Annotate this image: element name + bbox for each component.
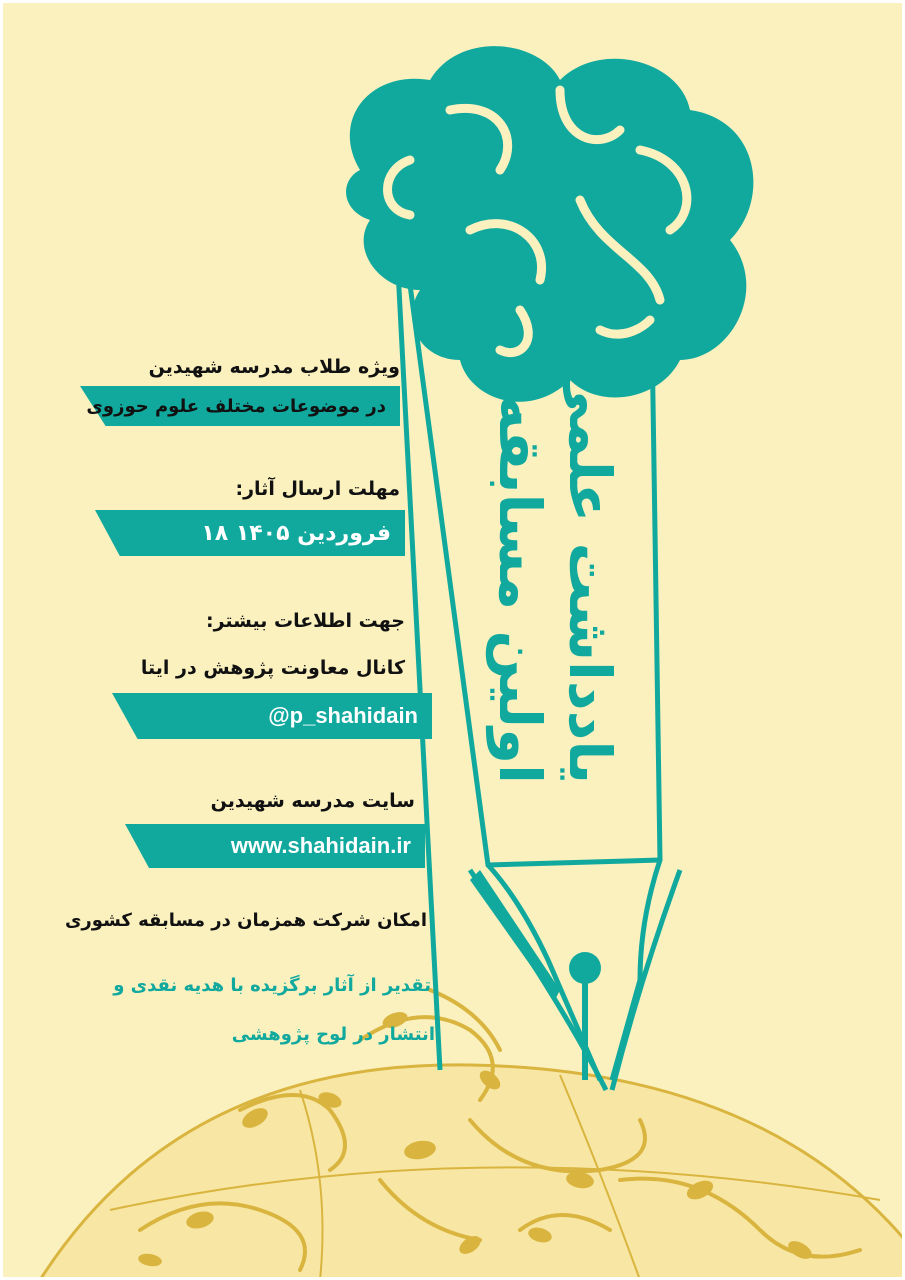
channel-handle[interactable]: @p_shahidain	[268, 703, 418, 728]
award-line-1: تقدیر از آثار برگزیده با هدیه نقدی و	[113, 975, 431, 996]
topics-line: در موضوعات مختلف علوم حوزوی	[86, 395, 386, 417]
contest-title-line-1: اولین مسابقه	[486, 394, 554, 784]
audience-line: ویژه طلاب مدرسه شهیدین	[148, 356, 400, 378]
deadline-label: مهلت ارسال آثار:	[235, 478, 400, 500]
more-info-label: جهت اطلاعات بیشتر:	[205, 610, 405, 632]
national-contest-line: امکان شرکت همزمان در مسابقه کشوری	[64, 910, 427, 931]
site-url[interactable]: www.shahidain.ir	[230, 833, 411, 858]
award-line-2: انتشار در لوح پژوهشی	[231, 1024, 435, 1045]
deadline-date: ۱۸ فروردین ۱۴۰۵	[201, 520, 391, 546]
site-label: سایت مدرسه شهیدین	[210, 790, 415, 812]
channel-line: کانال معاونت پژوهش در ایتا	[140, 657, 405, 679]
contest-title-line-2: یادداشت علمی	[556, 361, 624, 784]
